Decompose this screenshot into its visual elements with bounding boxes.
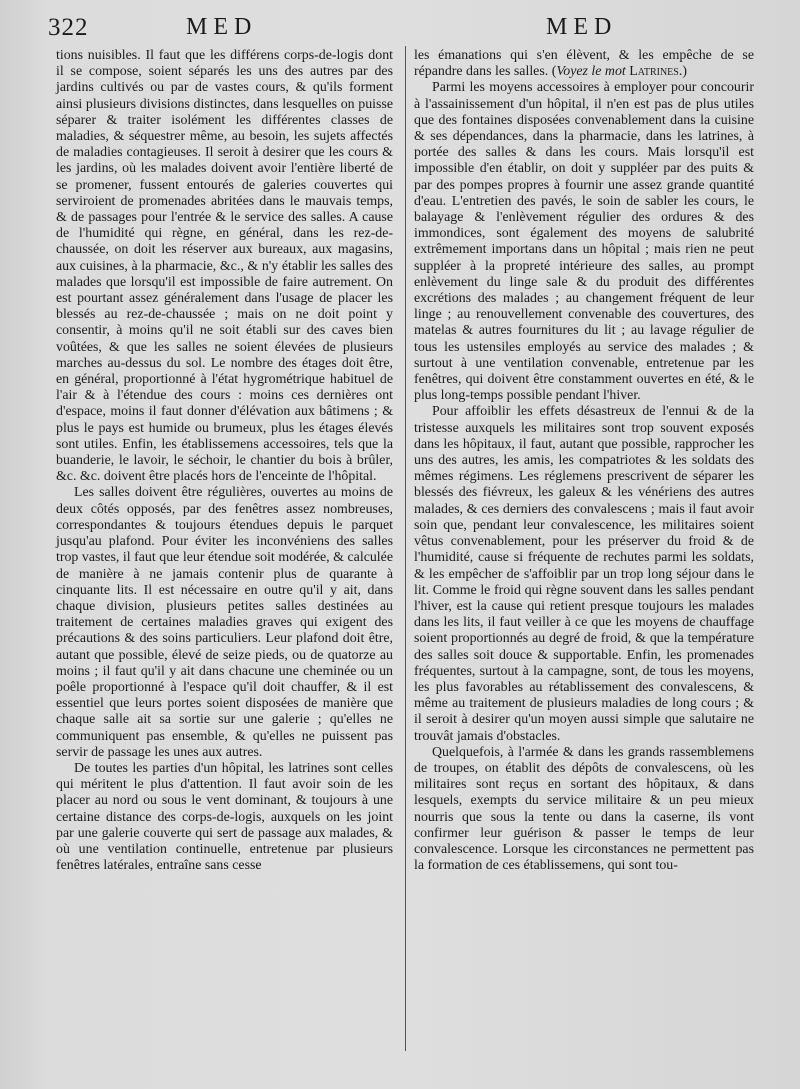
paragraph bbox=[414, 48, 754, 80]
running-head-right: MED bbox=[546, 14, 618, 40]
paragraph: Quelquefois, à l'armée & dans les grands rassemblemens de troupes, on établit des dépôts de convalescens, où les militaires sont reçus en sortant des hôpitaux, & dans lesquels, exempts du service militaire & un peu mieux nourris que sous la tente ou dans la caserne, ils vont confirmer leur guérison & passer le temps de leur convalescence. Lorsque les circonstances ne permettent pas la formation de ces établissemens, qui sont tou- bbox=[414, 744, 754, 874]
running-head-left: MED bbox=[186, 14, 258, 40]
paragraph: Parmi les moyens accessoires à employer pour concourir à l'assainissement d'un hôpital, il n'en est pas de plus utiles que des fontaines disposées convenablement dans la cuisine & ses dépendances, dans la pharmacie, dans les latrines, à portée des salles & dans les cours. Mais lorsqu'il est impossible d'en établir, on doit y suppléer par des puits & par des pompes propres à fournir une assez grande quantité d'eau. L'entretien des pavés, le soin de sabler les cours, le balayage & l'enlèvement régulier des ordures & des immondices, sont également des moyens de salubrité extrêmement importans dans un hôpital ; mais rien ne peut suppléer à la propreté intérieure des salles, au prompt enlèvement du linge sale & du produit des différentes excrétions des malades ; au changement fréquent de leur linge ; au renouvellement convenable des couvertures, des matelas & autres fournitures du lit ; au lavage régulier de tous les ustensiles employés au service des malades ; & surtout à une ventilation convenable, entretenue par les fenêtres, qui doivent être constamment ouvertes en été, & le plus long-temps possible pendant l'hiver. bbox=[414, 80, 754, 404]
page-header bbox=[46, 10, 748, 44]
right-column bbox=[414, 48, 754, 874]
paragraph: Les salles doivent être régulières, ouvertes au moins de deux côtés opposés, par des fenêtres assez nombreuses, correspondantes & toujours étendues depuis le parquet jusqu'au plafond. Pour éviter les inconvéniens des salles trop vastes, il faut que leur étendue soit modérée, & calculée de manière à ne jamais contenir plus de quarante à cinquante lits. Il est nécessaire en outre qu'il y ait, dans chaque division, plusieurs petites salles destinées au traitement de certaines maladies graves qui exigent des précautions & des soins particuliers. Leur plafond doit être, autant que possible, élevé de seize pieds, ou de quatorze au moins ; il faut qu'il y ait dans chacune une cheminée ou un poêle proportionné à l'espace qu'il doit chauffer, & il est essentiel que leurs portes soient disposées de manière que chaque salle ait sa sortie sur une galerie ; qu'elles ne communiquent pas ensemble, & qu'elles ne puissent pas servir de passage les unes aux autres. bbox=[56, 485, 393, 760]
cross-reference-term: Latrines bbox=[629, 64, 679, 80]
cross-reference: Voyez le mot bbox=[556, 64, 626, 80]
column-divider bbox=[405, 46, 406, 1051]
page-number: 322 bbox=[48, 14, 89, 41]
paragraph: De toutes les parties d'un hôpital, les latrines sont celles qui méritent le plus d'attention. Il faut avoir soin de les placer au nord ou sous le vent dominant, & toujours à une certaine distance des corps-de-logis, auxquels on les joint par une galerie couverte qui sert de passage aux malades, & où une ventilation continuelle, entretenue par plusieurs fenêtres latérales, entraîne sans cesse bbox=[56, 760, 393, 874]
paragraph-text: les émanations qui s'en élèvent, & les empêche de se répandre dans les salles. ( bbox=[414, 48, 754, 80]
left-column bbox=[56, 48, 393, 874]
paragraph: Pour affoiblir les effets désastreux de l'ennui & de la tristesse auxquels les militaires sont trop souvent exposés dans les hôpitaux, il faut, autant que possible, rapprocher les uns des autres, les amis, les compatriotes & les soldats des mêmes régimens. Les réglemens prescrivent de séparer les blessés des fiévreux, les galeux & les vénériens des autres malades, & ces derniers des convalescens ; mais il faut avoir soin que, pendant leur convalescence, les militaires soient vêtus convenablement, pour les préserver du froid & de l'humidité, cause si fréquente de rechutes parmi les soldats, & les empêcher de s'affoiblir par un trop long séjour dans le lit. Comme le froid qui règne souvent dans les salles pendant l'hiver, est la cause qui retient presque toujours les malades dans les lits, il faut veiller à ce que les moyens de chauffage soient proportionnés au degré de froid, & que la température des salles soit douce & supportable. Enfin, les promenades fréquentes, surtout à la campagne, sont, de tous les moyens, les plus favorables au rétablissement des convalescens, & même au traitement de plusieurs maladies de long cours ; & il seroit à desirer qu'un moyen aussi simple que salutaire ne trouvât jamais d'obstacles. bbox=[414, 404, 754, 744]
paragraph: tions nuisibles. Il faut que les différens corps-de-logis dont il se compose, soient séparés les uns des autres par des jardins cultivés ou par de vastes cours, & qu'ils forment ainsi plusieurs divisions distinctes, dans lesquelles on puisse séparer & traiter isolément les différentes classes de maladies, & séquestrer même, au besoin, les sujets affectés de maladies contagieuses. Il seroit à desirer que les cours & les jardins, où les malades doivent avoir l'entière liberté de se promener, fussent entourés de galeries couvertes qui serviroient de promenades abritées dans le mauvais temps, & de passages pour l'entrée & le service des salles. A cause de l'humidité qui règne, en général, dans les rez-de-chaussée, on doit les réserver aux bureaux, aux magasins, aux cuisines, à la pharmacie, &c., & n'y établir les salles des malades que lorsqu'il est impossible de faire autrement. On est pourtant assez généralement dans l'usage de placer les blessés au rez-de-chaussée ; mais on ne doit point y consentir, à moins qu'il ne soit établi sur des caves bien voûtées, & que les salles ne soient élevées de plusieurs marches au-dessus du sol. Le nombre des étages doit être, en général, proportionné à l'état hygrométrique habituel de l'air & à l'étendue des cours : moins ces dernières ont d'espace, moins il faut donner d'élévation aux bâtimens ; & plus le pays est humide ou brumeux, plus les étages élevés sont utiles. Enfin, les établissemens accessoires, tels que la buanderie, le lavoir, le séchoir, le chantier du bois à brûler, &c. &c. doivent être placés hors de l'enceinte de l'hôpital. bbox=[56, 48, 393, 485]
paragraph-end: .) bbox=[678, 64, 687, 80]
